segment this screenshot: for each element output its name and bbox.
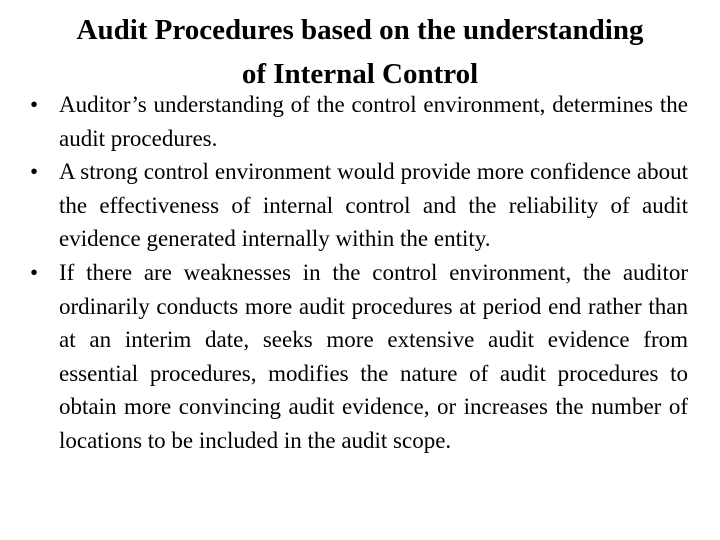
title-line-1: Audit Procedures based on the understanding xyxy=(76,14,644,46)
bullet-marker: • xyxy=(30,92,39,117)
bullet-text-3: If there are weaknesses in the control environment, the auditor ordinarily conducts more audit procedures at period end rather than at an interim date, seeks more extensive audit evidence from essential procedures, modifies the nature of audit procedures to obtain more convincing audit evidence, or increases the number of locations to be included in the audit scope. xyxy=(59,259,688,453)
bullet-text-1: Auditor’s understanding of the control environment, determines the audit procedures. xyxy=(59,92,688,151)
bullet-item-3 xyxy=(30,256,688,458)
slide-title xyxy=(20,8,700,96)
bullet-marker: • xyxy=(30,159,39,185)
bullet-item-2 xyxy=(30,155,688,256)
bullet-item-1 xyxy=(30,88,688,155)
bullet-list xyxy=(30,88,688,458)
title-line-2: of Internal Control xyxy=(241,58,479,90)
bullet-text-2: A strong control environment would provide more confidence about the effectiveness of internal control and the reliability of audit evidence generated internally within the entity. xyxy=(59,159,688,252)
bullet-marker: • xyxy=(30,259,39,285)
